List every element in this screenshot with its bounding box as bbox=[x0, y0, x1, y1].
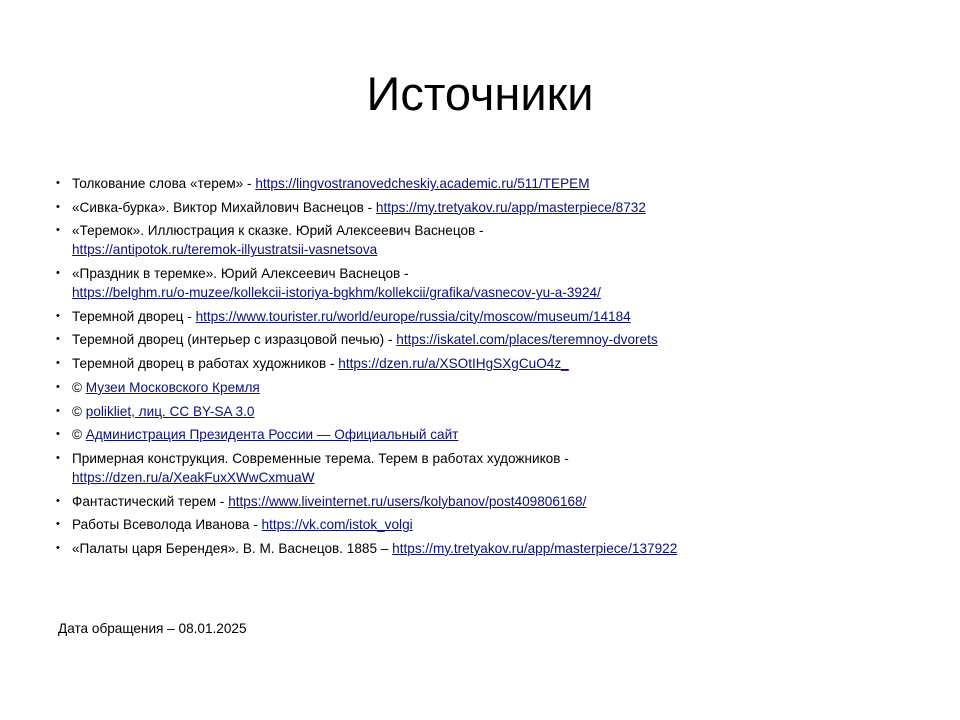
source-link[interactable]: https://dzen.ru/a/XSOtIHgSXgCuO4z_ bbox=[338, 356, 569, 372]
bullet-icon: • bbox=[56, 404, 60, 417]
source-link[interactable]: https://lingvostranovedcheskiy.academic.ru/511/ТЕРЕМ bbox=[255, 176, 590, 191]
source-item bbox=[56, 198, 906, 217]
bullet-icon: • bbox=[56, 224, 60, 237]
sources-list bbox=[56, 174, 906, 563]
source-description: Примерная конструкция. Современные терема. Терем в работах художников - bbox=[72, 450, 569, 466]
bullet-icon: • bbox=[56, 541, 60, 554]
source-item bbox=[56, 449, 906, 487]
source-description: «Сивка-бурка». Виктор Михайлович Васнецов - bbox=[72, 199, 376, 215]
source-link[interactable]: https://dzen.ru/a/XeakFuxXWwCxmuaW bbox=[72, 469, 315, 485]
source-description: Фантастический терем - bbox=[72, 493, 229, 509]
bullet-icon: • bbox=[56, 177, 60, 189]
bullet-icon: • bbox=[56, 267, 60, 280]
bullet-icon: • bbox=[56, 451, 60, 464]
source-link[interactable]: https://www.tourister.ru/world/europe/russia/city/moscow/museum/14184 bbox=[195, 308, 631, 324]
source-link[interactable]: Администрация Президента России — Официальный сайт bbox=[85, 427, 459, 443]
bullet-icon: • bbox=[56, 518, 60, 531]
source-link[interactable]: https://www.liveinternet.ru/users/kolybanov/post409806168/ bbox=[228, 493, 587, 509]
source-item bbox=[56, 307, 906, 326]
source-item bbox=[56, 354, 906, 373]
source-item bbox=[56, 402, 906, 421]
bullet-icon: • bbox=[56, 333, 60, 346]
bullet-icon: • bbox=[56, 428, 60, 441]
source-description: Толкование слова «терем» - bbox=[72, 176, 256, 191]
source-link[interactable]: Музеи Московского Кремля bbox=[85, 379, 260, 395]
source-item bbox=[56, 425, 906, 444]
source-description: © bbox=[72, 379, 86, 395]
source-description: Теремной дворец в работах художников - bbox=[72, 356, 339, 372]
source-item bbox=[56, 515, 906, 534]
source-description: «Теремок». Иллюстрация к сказке. Юрий Алексеевич Васнецов - bbox=[72, 223, 484, 239]
source-description: Работы Всеволода Иванова - bbox=[72, 517, 262, 533]
source-description: «Праздник в теремке». Юрий Алексеевич Васнецов - bbox=[72, 266, 409, 282]
source-item bbox=[56, 539, 906, 558]
bullet-icon: • bbox=[56, 380, 60, 393]
source-link[interactable]: https://my.tretyakov.ru/app/masterpiece/137922 bbox=[392, 540, 678, 556]
source-link[interactable]: https://belghm.ru/o-muzee/kollekcii-istoriya-bgkhm/kollekcii/grafika/vasnecov-yu-a-3924/ bbox=[72, 285, 601, 301]
access-date: Дата обращения – 08.01.2025 bbox=[58, 621, 247, 636]
source-link[interactable]: https://antipotok.ru/teremok-illyustratsii-vasnetsova bbox=[72, 242, 378, 258]
source-item bbox=[56, 174, 906, 193]
source-item bbox=[56, 330, 906, 349]
source-description: «Палаты царя Берендея». В. М. Васнецов. 1885 – bbox=[72, 540, 393, 556]
source-link[interactable]: https://vk.com/istok_volgi bbox=[261, 517, 413, 533]
source-item bbox=[56, 264, 906, 302]
bullet-icon: • bbox=[56, 357, 60, 370]
bullet-icon: • bbox=[56, 200, 60, 213]
source-item bbox=[56, 221, 906, 259]
source-link[interactable]: polikliet, лиц. CC BY-SA 3.0 bbox=[85, 403, 255, 419]
slide-title: Источники bbox=[366, 67, 594, 120]
source-description: Теремной дворец (интерьер с изразцовой печью) - bbox=[72, 332, 397, 348]
source-description: Теремной дворец - bbox=[72, 308, 196, 324]
source-link[interactable]: https://my.tretyakov.ru/app/masterpiece/8732 bbox=[375, 199, 646, 215]
source-description: © bbox=[72, 427, 86, 443]
bullet-icon: • bbox=[56, 309, 60, 322]
bullet-icon: • bbox=[56, 494, 60, 507]
source-link[interactable]: https://iskatel.com/places/teremnoy-dvorets bbox=[396, 332, 658, 348]
source-description: © bbox=[72, 403, 86, 419]
source-item bbox=[56, 378, 906, 397]
source-item bbox=[56, 492, 906, 511]
